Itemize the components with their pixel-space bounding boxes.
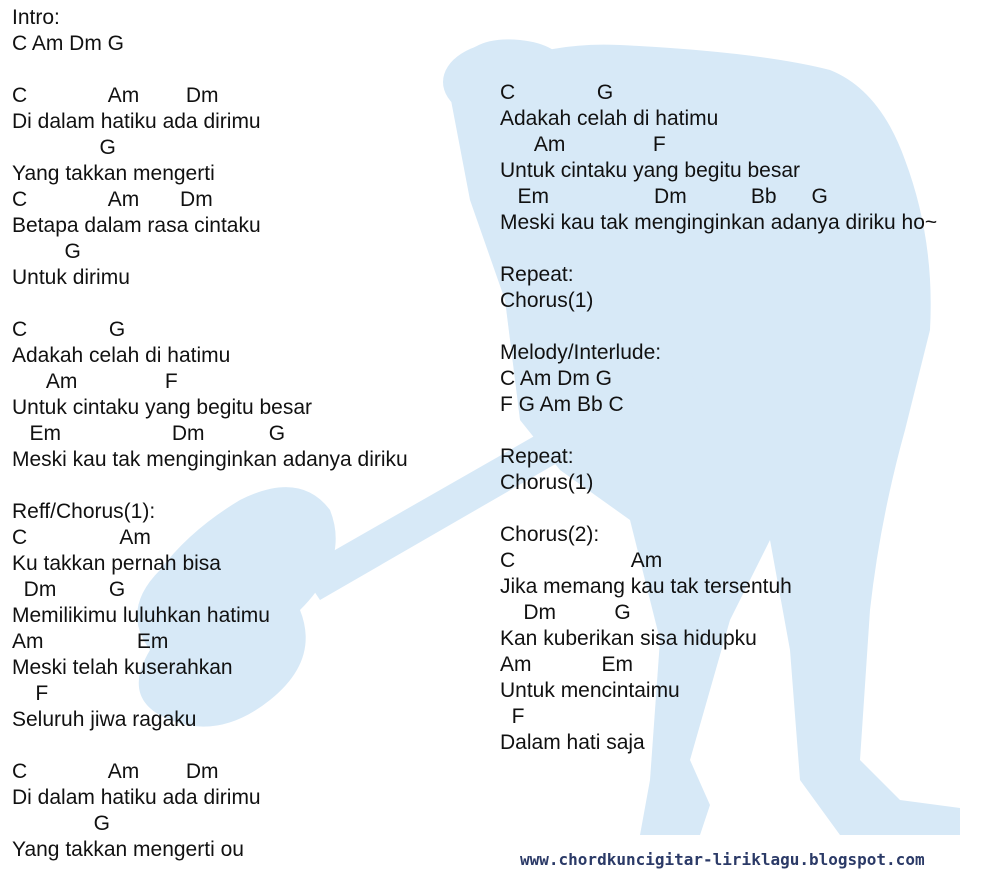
lyric-line xyxy=(12,473,482,499)
lyric-line: Untuk dirimu xyxy=(12,266,130,289)
lyric-line: Yang takkan mengerti ou xyxy=(12,838,244,861)
lyric-line: Chorus(1) xyxy=(500,289,594,312)
lyric-line: Meski kau tak menginginkan adanya diriku xyxy=(12,448,408,471)
lyric-line: Meski telah kuserahkan xyxy=(12,656,233,679)
lyric-line xyxy=(12,57,482,83)
lyric-line: F G Am Bb C xyxy=(500,393,624,416)
lyric-line: Untuk cintaku yang begitu besar xyxy=(500,159,801,182)
lyric-line: C Am Dm xyxy=(12,188,213,211)
lyric-line: G xyxy=(12,136,116,159)
lyric-line: Repeat: xyxy=(500,263,574,286)
lyric-line: C Am Dm G xyxy=(12,32,125,55)
lyric-line: C G xyxy=(12,318,126,341)
lyric-line: Intro: xyxy=(12,6,60,29)
lyric-line: C Am xyxy=(12,526,151,549)
blog-watermark: www.chordkuncigitar-liriklagu.blogspot.com xyxy=(520,850,925,869)
lyric-line xyxy=(12,733,482,759)
lyric-line xyxy=(500,314,990,340)
lyric-line: C Am Dm G xyxy=(500,367,613,390)
lyric-line: Di dalam hatiku ada dirimu xyxy=(12,786,261,809)
lyric-line: C G xyxy=(500,81,614,104)
lyric-line: Kan kuberikan sisa hidupku xyxy=(500,627,757,650)
lyric-line: Di dalam hatiku ada dirimu xyxy=(12,110,261,133)
lyric-line: Am Em xyxy=(500,653,634,676)
lyric-line xyxy=(500,496,990,522)
lyric-line: Chorus(1) xyxy=(500,471,594,494)
lyric-line: Untuk cintaku yang begitu besar xyxy=(12,396,313,419)
lyric-line: Am F xyxy=(12,370,178,393)
lyrics-left-column xyxy=(12,5,482,863)
lyric-line: Am F xyxy=(500,133,666,156)
lyric-line: Dm G xyxy=(12,578,126,601)
lyric-line xyxy=(500,236,990,262)
lyric-line: Em Dm Bb G xyxy=(500,185,828,208)
lyric-line: Jika memang kau tak tersentuh xyxy=(500,575,792,598)
lyric-line: Am Em xyxy=(12,630,169,653)
lyric-line: Chorus(2): xyxy=(500,523,600,546)
lyric-line xyxy=(12,291,482,317)
lyric-line: Em Dm G xyxy=(12,422,286,445)
lyric-line: Memilikimu luluhkan hatimu xyxy=(12,604,270,627)
lyric-line: Melody/Interlude: xyxy=(500,341,662,364)
lyrics-right-column xyxy=(500,80,990,756)
lyric-line: Repeat: xyxy=(500,445,574,468)
lyric-line: Betapa dalam rasa cintaku xyxy=(12,214,261,237)
lyric-line: Seluruh jiwa ragaku xyxy=(12,708,197,731)
lyric-line: Yang takkan mengerti xyxy=(12,162,215,185)
lyric-line: G xyxy=(12,240,81,263)
lyric-line: Dalam hati saja xyxy=(500,731,645,754)
lyric-line: Adakah celah di hatimu xyxy=(500,107,719,130)
lyric-line: Reff/Chorus(1): xyxy=(12,500,156,523)
lyric-line: G xyxy=(12,812,111,835)
lyric-line: Dm G xyxy=(500,601,631,624)
lyric-line: Meski kau tak menginginkan adanya diriku ho~ xyxy=(500,211,938,234)
lyric-line: C Am Dm xyxy=(12,760,219,783)
lyric-line: C Am xyxy=(500,549,663,572)
lyric-line: Adakah celah di hatimu xyxy=(12,344,231,367)
lyric-line: C Am Dm xyxy=(12,84,219,107)
lyric-line: F xyxy=(500,705,525,728)
lyric-line: Untuk mencintaimu xyxy=(500,679,680,702)
lyric-line: F xyxy=(12,682,49,705)
lyric-line: Ku takkan pernah bisa xyxy=(12,552,221,575)
lyric-line xyxy=(500,418,990,444)
